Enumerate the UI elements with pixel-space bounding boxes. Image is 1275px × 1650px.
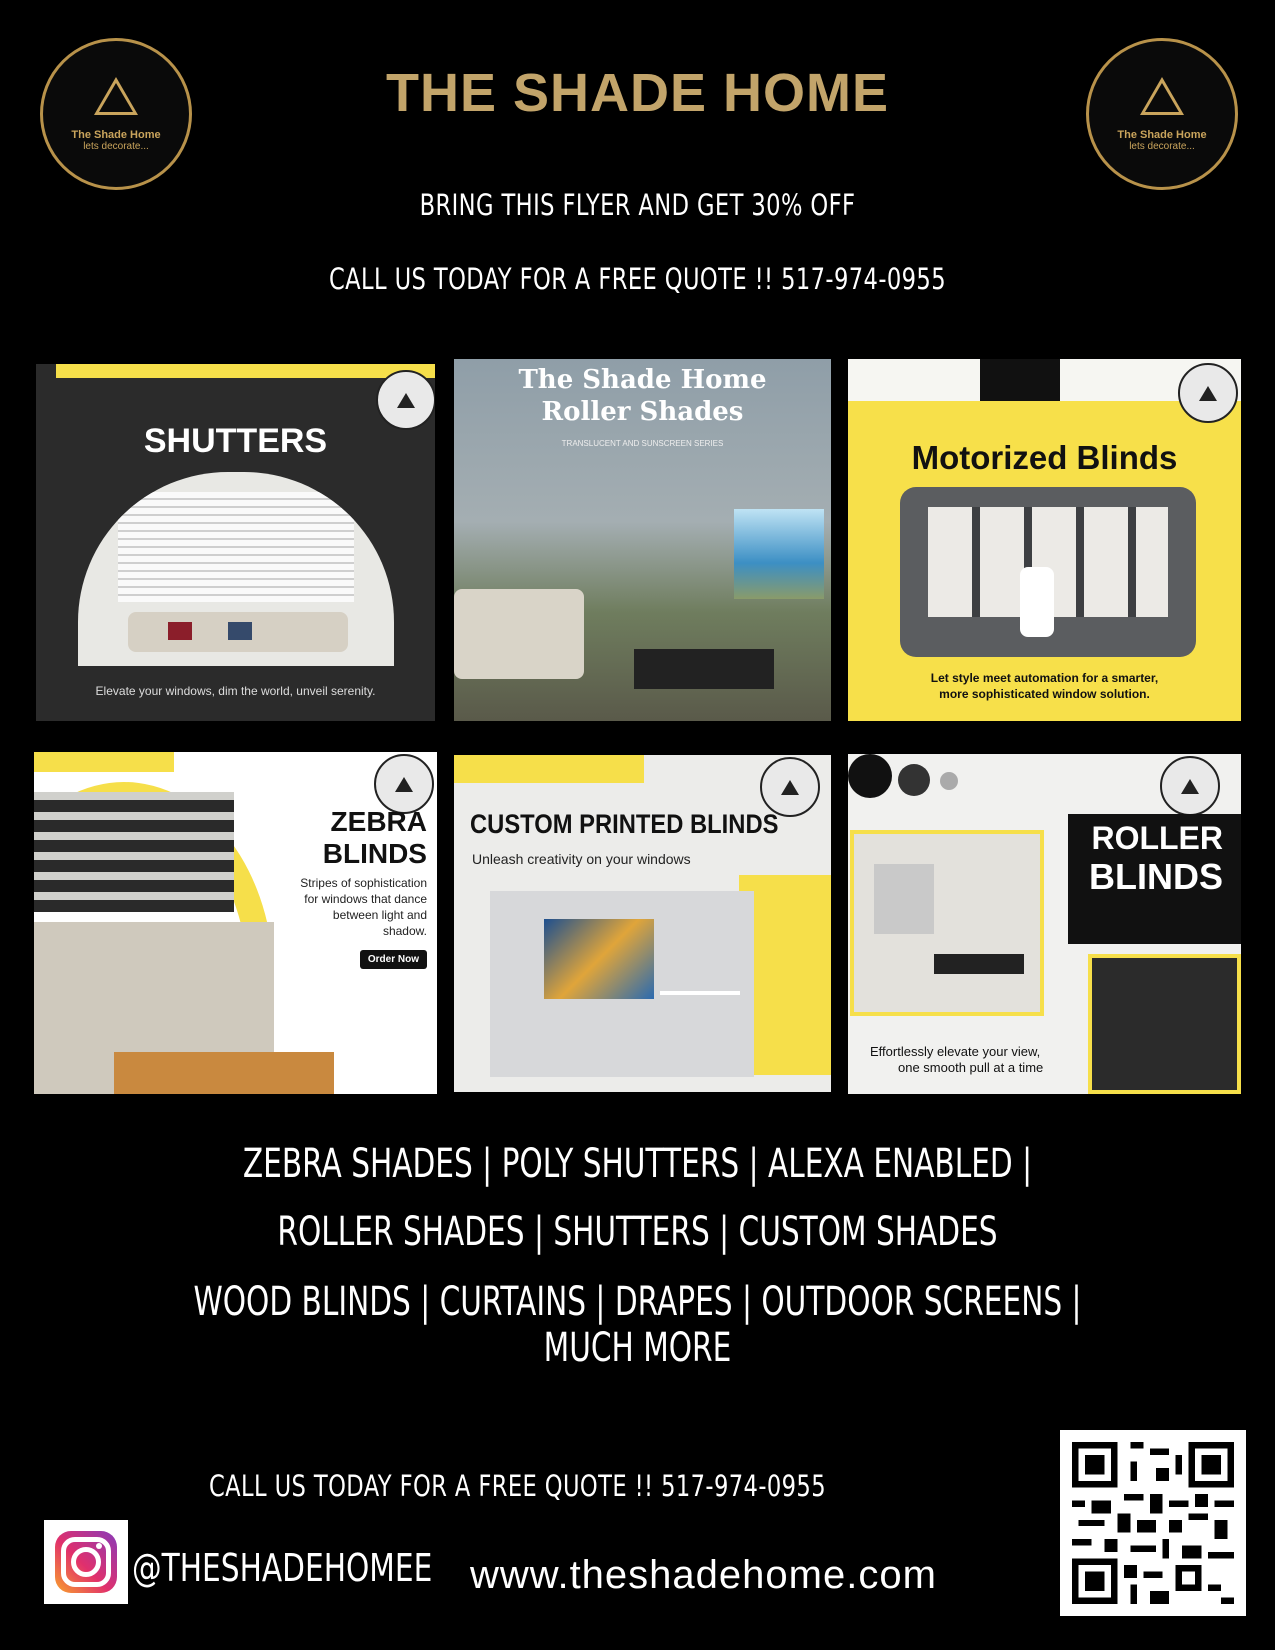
mini-logo-icon: [1160, 756, 1220, 816]
logo-tagline: lets decorate...: [83, 140, 149, 152]
shutters-tile: [36, 364, 435, 721]
tile-caption-line2: one smooth pull at a time: [898, 1060, 1044, 1075]
tile-title: SHUTTERS: [143, 422, 328, 460]
qr-code-icon[interactable]: [1060, 1430, 1246, 1616]
mini-logo-icon: [1178, 363, 1238, 423]
zebra-blinds-tile: [34, 752, 437, 1094]
call-to-action: CALL US TODAY FOR A FREE QUOTE !! 517-974-0955: [328, 262, 947, 296]
mini-logo-icon: [376, 370, 435, 430]
website-link[interactable]: www.theshadehome.com: [470, 1553, 937, 1597]
instagram-icon[interactable]: [44, 1520, 128, 1604]
custom-photo: [490, 891, 754, 1077]
products-line-2: ROLLER SHADES | SHUTTERS | CUSTOM SHADES: [277, 1209, 998, 1255]
tile-title-line1: ZEBRA: [330, 806, 427, 837]
tile-title-line2: BLINDS: [322, 838, 427, 869]
tile-title: CUSTOM PRINTED BLINDS: [470, 809, 779, 839]
tile-subtitle: Unleash creativity on your windows: [472, 851, 691, 867]
tile-text-line3: between light and: [332, 908, 427, 922]
tile-text-line4: shadow.: [382, 924, 427, 938]
roller-blinds-tile: [848, 754, 1241, 1094]
mini-logo-icon: [760, 757, 820, 817]
shutters-photo: [78, 472, 394, 666]
mini-logo-icon: [374, 754, 434, 814]
roller-photo-1: [850, 830, 1044, 1016]
page-title: THE SHADE HOME: [385, 63, 890, 123]
tile-caption-line2: more sophisticated window solution.: [939, 687, 1150, 701]
motorized-photo: [900, 487, 1196, 657]
tile-text-line1: Stripes of sophistication: [300, 876, 427, 890]
tile-title-line1: ROLLER: [1091, 820, 1223, 856]
tile-title-line2: Roller Shades: [541, 397, 744, 427]
logo-name: The Shade Home: [1117, 128, 1207, 141]
tile-caption: Elevate your windows, dim the world, unveil serenity.: [95, 684, 376, 698]
order-now-button[interactable]: Order Now: [360, 950, 427, 969]
products-line-1: ZEBRA SHADES | POLY SHUTTERS | ALEXA ENABLED |: [242, 1141, 1033, 1187]
tile-title-line2: BLINDS: [1089, 856, 1223, 897]
products-line-3: WOOD BLINDS | CURTAINS | DRAPES | OUTDOOR SCREENS | MUCH MORE: [193, 1279, 1082, 1371]
footer-call-to-action: CALL US TODAY FOR A FREE QUOTE !! 517-974-0955: [208, 1469, 827, 1503]
tile-caption-line1: Effortlessly elevate your view,: [870, 1044, 1041, 1059]
offer-text: BRING THIS FLYER AND GET 30% OFF: [419, 188, 856, 222]
roller-photo-2: [1088, 954, 1241, 1094]
logo-name: The Shade Home: [71, 128, 161, 141]
custom-printed-blinds-tile: [454, 755, 831, 1092]
tile-caption-line1: Let style meet automation for a smarter,: [930, 671, 1159, 685]
logo-tagline: lets decorate...: [1129, 140, 1195, 152]
tile-title: Motorized Blinds: [911, 439, 1178, 476]
tile-subtitle: TRANSLUCENT AND SUNSCREEN SERIES: [561, 439, 724, 448]
tile-title-line1: The Shade Home: [518, 365, 767, 395]
roller-shades-tile: [454, 359, 831, 721]
tile-text-line2: for windows that dance: [304, 892, 427, 906]
motorized-blinds-tile: [848, 359, 1241, 721]
instagram-handle[interactable]: @THESHADEHOMEE: [132, 1546, 433, 1590]
